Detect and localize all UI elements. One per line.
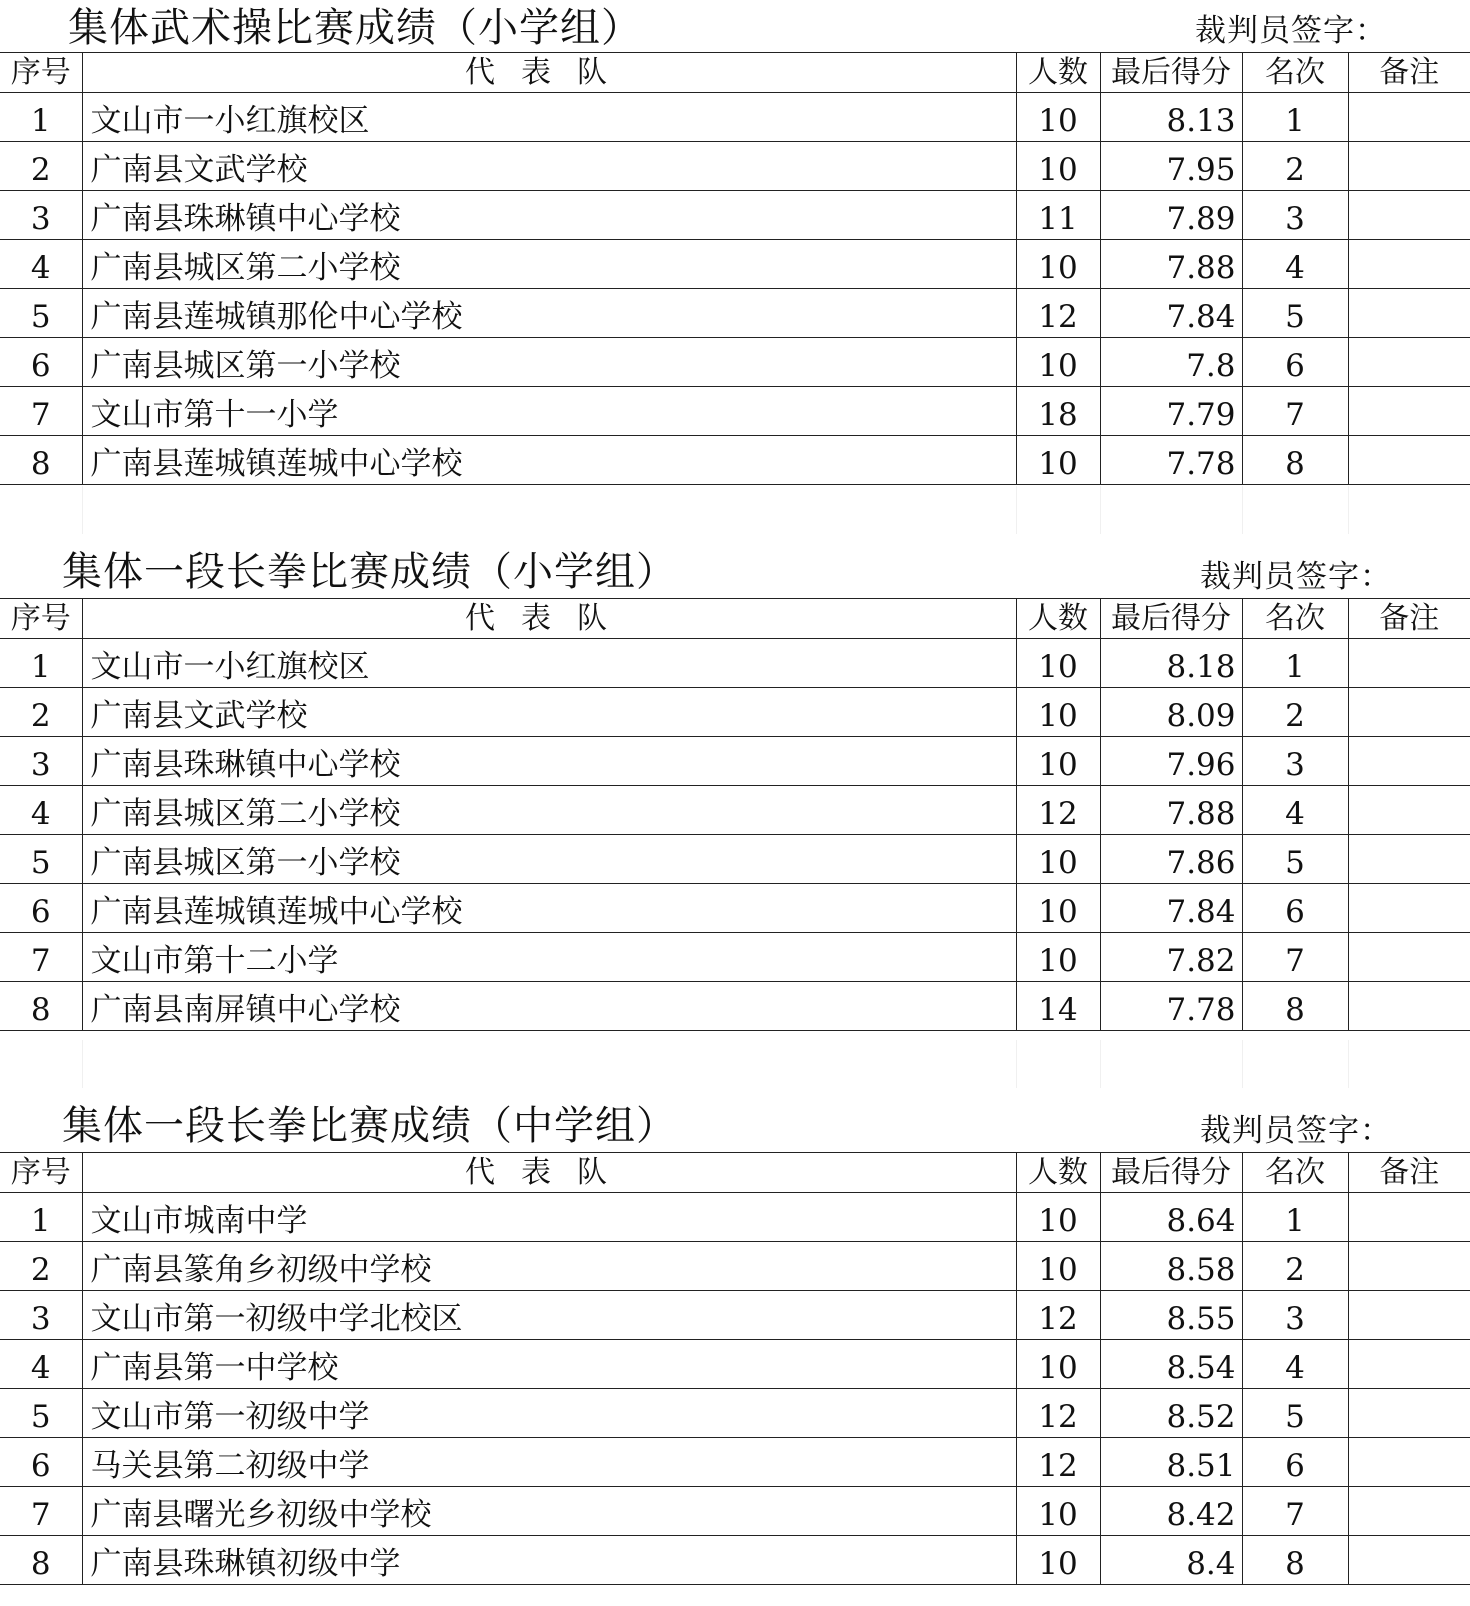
cell-seq: 6 xyxy=(0,1438,82,1487)
col-header-team: 代表队 xyxy=(82,1153,1016,1193)
cell-remark xyxy=(1348,191,1470,240)
cell-count: 12 xyxy=(1016,786,1100,835)
cell-rank: 2 xyxy=(1242,1242,1348,1291)
cell-remark xyxy=(1348,639,1470,688)
judge-signature-label: 裁判员签字： xyxy=(1200,559,1392,595)
table-row xyxy=(0,835,1470,884)
cell-score: 7.79 xyxy=(1100,387,1242,436)
cell-remark xyxy=(1348,933,1470,982)
cell-seq: 3 xyxy=(0,1291,82,1340)
cell-rank: 8 xyxy=(1242,436,1348,485)
cell-count: 18 xyxy=(1016,387,1100,436)
col-header-rank: 名次 xyxy=(1242,53,1348,93)
cell-seq: 3 xyxy=(0,191,82,240)
table-row xyxy=(0,191,1470,240)
table-row xyxy=(0,387,1470,436)
cell-remark xyxy=(1348,387,1470,436)
col-header-score: 最后得分 xyxy=(1100,53,1242,93)
cell-seq: 4 xyxy=(0,1340,82,1389)
cell-seq: 8 xyxy=(0,1536,82,1585)
cell-remark xyxy=(1348,240,1470,289)
table-row xyxy=(0,289,1470,338)
cell-count: 10 xyxy=(1016,639,1100,688)
cell-rank: 6 xyxy=(1242,884,1348,933)
cell-count: 10 xyxy=(1016,688,1100,737)
cell-score: 8.52 xyxy=(1100,1389,1242,1438)
cell-count: 10 xyxy=(1016,884,1100,933)
cell-seq: 6 xyxy=(0,338,82,387)
cell-team: 广南县莲城镇莲城中心学校 xyxy=(82,436,1016,485)
table-row xyxy=(0,982,1470,1031)
cell-seq: 4 xyxy=(0,240,82,289)
cell-count: 10 xyxy=(1016,1193,1100,1242)
cell-team: 文山市一小红旗校区 xyxy=(82,93,1016,142)
cell-count: 10 xyxy=(1016,933,1100,982)
cell-team: 文山市第十一小学 xyxy=(82,387,1016,436)
col-header-seq: 序号 xyxy=(0,53,82,93)
cell-remark xyxy=(1348,1242,1470,1291)
cell-count: 10 xyxy=(1016,1340,1100,1389)
cell-rank: 5 xyxy=(1242,1389,1348,1438)
cell-remark xyxy=(1348,1193,1470,1242)
cell-count: 12 xyxy=(1016,1389,1100,1438)
cell-seq: 5 xyxy=(0,289,82,338)
cell-seq: 2 xyxy=(0,142,82,191)
cell-rank: 6 xyxy=(1242,1438,1348,1487)
cell-team: 文山市第一初级中学 xyxy=(82,1389,1016,1438)
table-header-row xyxy=(0,1153,1470,1193)
table-row xyxy=(0,338,1470,387)
col-header-team: 代表队 xyxy=(82,53,1016,93)
cell-count: 10 xyxy=(1016,338,1100,387)
table-row xyxy=(0,142,1470,191)
table-row xyxy=(0,436,1470,485)
results-table xyxy=(0,598,1470,1031)
cell-team: 广南县南屏镇中心学校 xyxy=(82,982,1016,1031)
cell-rank: 2 xyxy=(1242,688,1348,737)
table-row xyxy=(0,1487,1470,1536)
col-header-rank: 名次 xyxy=(1242,599,1348,639)
table-row xyxy=(0,240,1470,289)
cell-rank: 7 xyxy=(1242,1487,1348,1536)
table-row xyxy=(0,1389,1470,1438)
col-header-rank: 名次 xyxy=(1242,1153,1348,1193)
col-header-count: 人数 xyxy=(1016,53,1100,93)
table-row xyxy=(0,737,1470,786)
cell-count: 10 xyxy=(1016,436,1100,485)
col-header-remark: 备注 xyxy=(1348,53,1470,93)
cell-count: 11 xyxy=(1016,191,1100,240)
cell-team: 广南县城区第二小学校 xyxy=(82,240,1016,289)
cell-remark xyxy=(1348,982,1470,1031)
cell-score: 8.58 xyxy=(1100,1242,1242,1291)
cell-remark xyxy=(1348,1291,1470,1340)
col-header-seq: 序号 xyxy=(0,599,82,639)
cell-rank: 4 xyxy=(1242,1340,1348,1389)
cell-seq: 1 xyxy=(0,93,82,142)
cell-rank: 5 xyxy=(1242,835,1348,884)
table-header-row xyxy=(0,599,1470,639)
table-row xyxy=(0,1242,1470,1291)
cell-seq: 7 xyxy=(0,387,82,436)
cell-rank: 3 xyxy=(1242,1291,1348,1340)
cell-team: 广南县曙光乡初级中学校 xyxy=(82,1487,1016,1536)
cell-score: 8.18 xyxy=(1100,639,1242,688)
cell-team: 马关县第二初级中学 xyxy=(82,1438,1016,1487)
cell-score: 8.4 xyxy=(1100,1536,1242,1585)
cell-remark xyxy=(1348,1536,1470,1585)
cell-rank: 1 xyxy=(1242,93,1348,142)
cell-rank: 4 xyxy=(1242,786,1348,835)
section-title: 集体一段长拳比赛成绩（小学组） xyxy=(62,549,677,595)
cell-score: 8.54 xyxy=(1100,1340,1242,1389)
cell-seq: 6 xyxy=(0,884,82,933)
table-row xyxy=(0,93,1470,142)
judge-signature-label: 裁判员签字： xyxy=(1195,13,1387,49)
cell-seq: 5 xyxy=(0,835,82,884)
col-header-score: 最后得分 xyxy=(1100,599,1242,639)
table-row xyxy=(0,688,1470,737)
cell-seq: 1 xyxy=(0,639,82,688)
cell-rank: 4 xyxy=(1242,240,1348,289)
cell-team: 广南县珠琳镇初级中学 xyxy=(82,1536,1016,1585)
col-header-count: 人数 xyxy=(1016,1153,1100,1193)
cell-team: 文山市城南中学 xyxy=(82,1193,1016,1242)
cell-remark xyxy=(1348,142,1470,191)
cell-remark xyxy=(1348,884,1470,933)
cell-remark xyxy=(1348,1340,1470,1389)
cell-rank: 1 xyxy=(1242,639,1348,688)
cell-team: 广南县莲城镇莲城中心学校 xyxy=(82,884,1016,933)
section-title: 集体武术操比赛成绩（小学组） xyxy=(68,5,642,51)
cell-score: 7.88 xyxy=(1100,240,1242,289)
cell-score: 8.13 xyxy=(1100,93,1242,142)
cell-team: 广南县城区第二小学校 xyxy=(82,786,1016,835)
cell-rank: 8 xyxy=(1242,982,1348,1031)
table-row xyxy=(0,1438,1470,1487)
cell-team: 广南县文武学校 xyxy=(82,688,1016,737)
cell-team: 广南县篆角乡初级中学校 xyxy=(82,1242,1016,1291)
spreadsheet-gridlines xyxy=(0,1040,1470,1088)
cell-team: 广南县珠琳镇中心学校 xyxy=(82,191,1016,240)
cell-rank: 6 xyxy=(1242,338,1348,387)
cell-score: 8.55 xyxy=(1100,1291,1242,1340)
results-table xyxy=(0,52,1470,485)
cell-team: 广南县莲城镇那伦中心学校 xyxy=(82,289,1016,338)
col-header-remark: 备注 xyxy=(1348,599,1470,639)
judge-signature-label: 裁判员签字： xyxy=(1200,1113,1392,1149)
cell-score: 7.96 xyxy=(1100,737,1242,786)
cell-seq: 8 xyxy=(0,436,82,485)
cell-score: 8.64 xyxy=(1100,1193,1242,1242)
cell-rank: 3 xyxy=(1242,737,1348,786)
col-header-seq: 序号 xyxy=(0,1153,82,1193)
cell-seq: 1 xyxy=(0,1193,82,1242)
cell-remark xyxy=(1348,786,1470,835)
cell-rank: 8 xyxy=(1242,1536,1348,1585)
cell-seq: 2 xyxy=(0,1242,82,1291)
table-row xyxy=(0,639,1470,688)
cell-remark xyxy=(1348,1438,1470,1487)
cell-rank: 7 xyxy=(1242,933,1348,982)
cell-remark xyxy=(1348,737,1470,786)
cell-seq: 5 xyxy=(0,1389,82,1438)
table-row xyxy=(0,1536,1470,1585)
cell-count: 10 xyxy=(1016,1536,1100,1585)
cell-remark xyxy=(1348,436,1470,485)
table-row xyxy=(0,1340,1470,1389)
cell-rank: 2 xyxy=(1242,142,1348,191)
cell-score: 7.82 xyxy=(1100,933,1242,982)
cell-score: 7.84 xyxy=(1100,289,1242,338)
table-header-row xyxy=(0,53,1470,93)
cell-seq: 7 xyxy=(0,933,82,982)
cell-remark xyxy=(1348,1389,1470,1438)
cell-remark xyxy=(1348,1487,1470,1536)
cell-score: 7.95 xyxy=(1100,142,1242,191)
cell-count: 10 xyxy=(1016,142,1100,191)
col-header-team: 代表队 xyxy=(82,599,1016,639)
cell-count: 10 xyxy=(1016,1487,1100,1536)
cell-rank: 1 xyxy=(1242,1193,1348,1242)
table-row xyxy=(0,1291,1470,1340)
cell-count: 10 xyxy=(1016,1242,1100,1291)
cell-score: 7.84 xyxy=(1100,884,1242,933)
cell-team: 文山市一小红旗校区 xyxy=(82,639,1016,688)
cell-rank: 3 xyxy=(1242,191,1348,240)
cell-score: 7.86 xyxy=(1100,835,1242,884)
results-table xyxy=(0,1152,1470,1585)
cell-count: 10 xyxy=(1016,240,1100,289)
cell-remark xyxy=(1348,338,1470,387)
cell-rank: 5 xyxy=(1242,289,1348,338)
table-row xyxy=(0,884,1470,933)
cell-seq: 8 xyxy=(0,982,82,1031)
cell-score: 7.78 xyxy=(1100,436,1242,485)
col-header-score: 最后得分 xyxy=(1100,1153,1242,1193)
cell-count: 12 xyxy=(1016,1291,1100,1340)
cell-team: 广南县文武学校 xyxy=(82,142,1016,191)
table-row xyxy=(0,1193,1470,1242)
cell-score: 7.89 xyxy=(1100,191,1242,240)
col-header-remark: 备注 xyxy=(1348,1153,1470,1193)
cell-remark xyxy=(1348,688,1470,737)
cell-remark xyxy=(1348,835,1470,884)
cell-team: 广南县珠琳镇中心学校 xyxy=(82,737,1016,786)
cell-remark xyxy=(1348,93,1470,142)
cell-rank: 7 xyxy=(1242,387,1348,436)
cell-count: 10 xyxy=(1016,737,1100,786)
table-row xyxy=(0,786,1470,835)
cell-seq: 4 xyxy=(0,786,82,835)
cell-count: 14 xyxy=(1016,982,1100,1031)
spreadsheet-gridlines xyxy=(0,486,1470,534)
cell-seq: 2 xyxy=(0,688,82,737)
cell-seq: 7 xyxy=(0,1487,82,1536)
cell-score: 8.42 xyxy=(1100,1487,1242,1536)
cell-seq: 3 xyxy=(0,737,82,786)
cell-score: 7.8 xyxy=(1100,338,1242,387)
cell-score: 7.88 xyxy=(1100,786,1242,835)
cell-count: 10 xyxy=(1016,93,1100,142)
section-title: 集体一段长拳比赛成绩（中学组） xyxy=(62,1103,677,1149)
cell-count: 10 xyxy=(1016,835,1100,884)
table-row xyxy=(0,933,1470,982)
cell-team: 广南县城区第一小学校 xyxy=(82,835,1016,884)
cell-score: 8.09 xyxy=(1100,688,1242,737)
cell-team: 文山市第一初级中学北校区 xyxy=(82,1291,1016,1340)
col-header-count: 人数 xyxy=(1016,599,1100,639)
cell-count: 12 xyxy=(1016,1438,1100,1487)
cell-remark xyxy=(1348,289,1470,338)
cell-count: 12 xyxy=(1016,289,1100,338)
cell-team: 文山市第十二小学 xyxy=(82,933,1016,982)
cell-score: 7.78 xyxy=(1100,982,1242,1031)
cell-team: 广南县第一中学校 xyxy=(82,1340,1016,1389)
cell-score: 8.51 xyxy=(1100,1438,1242,1487)
cell-team: 广南县城区第一小学校 xyxy=(82,338,1016,387)
